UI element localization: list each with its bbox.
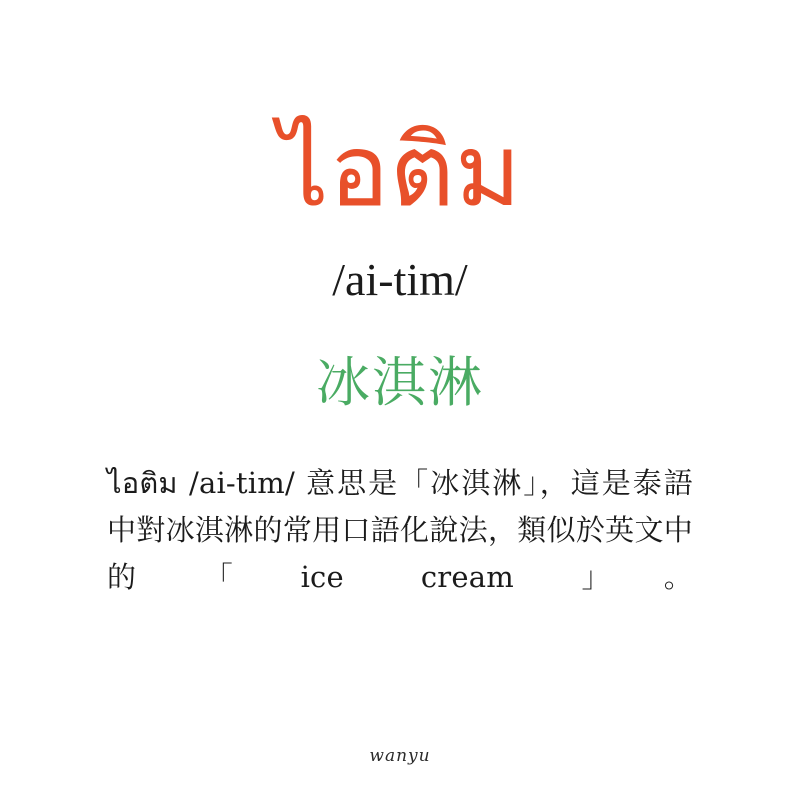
thai-headword: ไอติม <box>278 112 522 229</box>
author-signature: wanyu <box>369 746 431 766</box>
chinese-translation: 冰淇淋 <box>316 350 484 414</box>
pronunciation-text: /ai-tim/ <box>332 254 468 305</box>
definition-paragraph: ไอติม /ai-tim/ 意思是「冰淇淋」，這是泰語中對冰淇淋的常用口語化說法，類似於英文中的「ice cream」。 <box>107 465 693 594</box>
